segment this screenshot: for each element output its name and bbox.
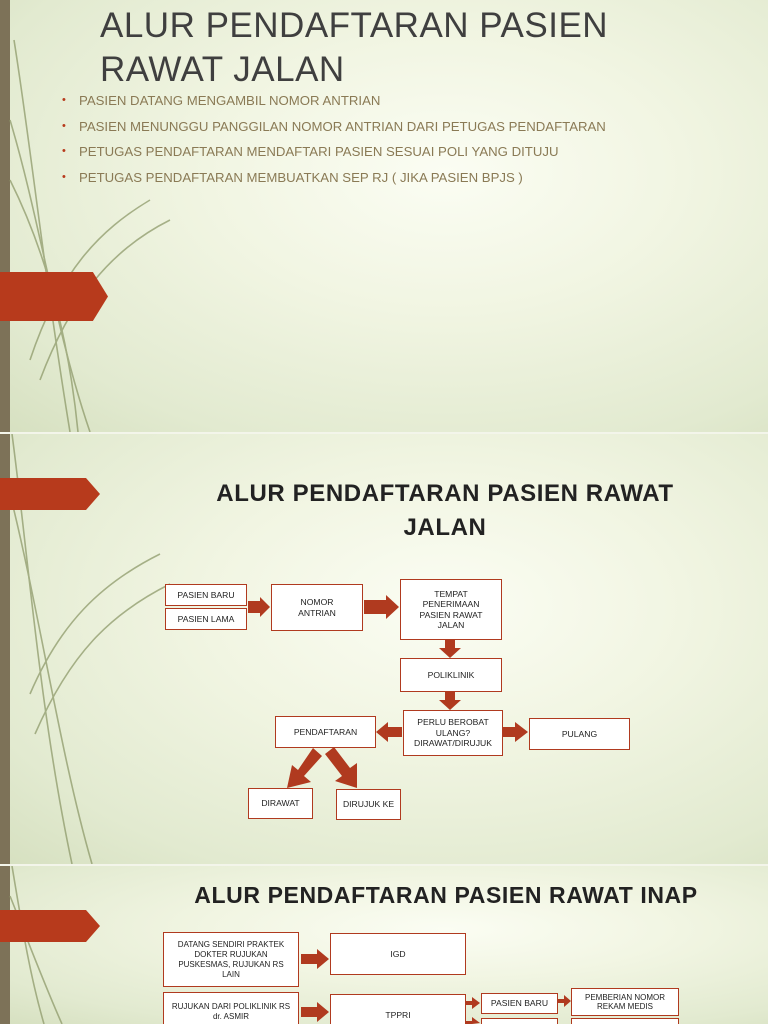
arrow-down-left-icon	[287, 748, 322, 788]
box-pasien-lama: PASIEN LAMA	[165, 608, 247, 630]
bullet-item: • PASIEN MENUNGGU PANGGILAN NOMOR ANTRIAN DARI PETUGAS PENDAFTARAN	[62, 118, 606, 135]
box-pasien-baru: PASIEN BARU	[165, 584, 247, 606]
bullet-item: • PETUGAS PENDAFTARAN MENDAFTARI PASIEN SESUAI POLI YANG DITUJU	[62, 143, 606, 160]
accent-arrow-tab	[0, 272, 108, 321]
slide-1	[0, 0, 768, 432]
box-pendaftaran: PENDAFTARAN	[275, 716, 376, 748]
arrow-down-icon	[439, 692, 461, 710]
bullet-item: • PETUGAS PENDAFTARAN MEMBUATKAN SEP RJ ( JIKA PASIEN BPJS )	[62, 169, 606, 186]
box-pulang: PULANG	[529, 718, 630, 750]
arrow-right-icon	[503, 722, 528, 742]
slide-title: ALUR PENDAFTARAN PASIEN RAWAT JALAN	[100, 6, 609, 89]
bullet-item: • PASIEN DATANG MENGAMBIL NOMOR ANTRIAN	[62, 92, 606, 109]
box-pemberian-nomor: PEMBERIAN NOMOR REKAM MEDIS	[571, 988, 679, 1016]
slide-2	[0, 434, 768, 864]
box-tempat-penerimaan: TEMPAT PENERIMAAN PASIEN RAWAT JALAN	[400, 579, 502, 640]
bullet-list	[62, 92, 606, 194]
box-pasien-baru: PASIEN BARU	[481, 993, 558, 1014]
arrow-right-icon	[364, 595, 399, 619]
arrow-right-icon	[248, 597, 270, 617]
box-dirujuk-ke: DIRUJUK KE	[336, 789, 401, 820]
box-dirawat: DIRAWAT	[248, 788, 313, 819]
box-nomor-antrian: NOMOR ANTRIAN	[271, 584, 363, 631]
box-igd: IGD	[330, 933, 466, 975]
arrow-down-right-icon	[325, 747, 357, 788]
box-tppri: TPPRI	[330, 994, 466, 1024]
arrow-right-icon	[301, 949, 329, 969]
box-poliklinik: POLIKLINIK	[400, 658, 502, 692]
arrow-left-icon	[376, 722, 402, 742]
arrow-right-icon	[466, 1017, 480, 1024]
arrow-right-icon	[301, 1002, 329, 1022]
slide-title: ALUR PENDAFTARAN PASIEN RAWAT INAP	[194, 882, 698, 908]
box-perlu-berobat: PERLU BEROBAT ULANG? DIRAWAT/DIRUJUK	[403, 710, 503, 756]
box-continuation	[571, 1018, 679, 1024]
arrow-down-icon	[439, 640, 461, 658]
arrow-right-icon	[466, 997, 480, 1009]
arrow-right-icon	[558, 995, 571, 1007]
slide-title: ALUR PENDAFTARAN PASIEN RAWAT JALAN	[216, 480, 674, 541]
slide-3	[0, 866, 768, 1024]
box-datang-sendiri: DATANG SENDIRI PRAKTEK DOKTER RUJUKAN PUSKESMAS, RUJUKAN RS LAIN	[163, 932, 299, 987]
box-rujukan-poliklinik: RUJUKAN DARI POLIKLINIK RS dr. ASMIR	[163, 992, 299, 1024]
box-continuation	[481, 1018, 558, 1024]
